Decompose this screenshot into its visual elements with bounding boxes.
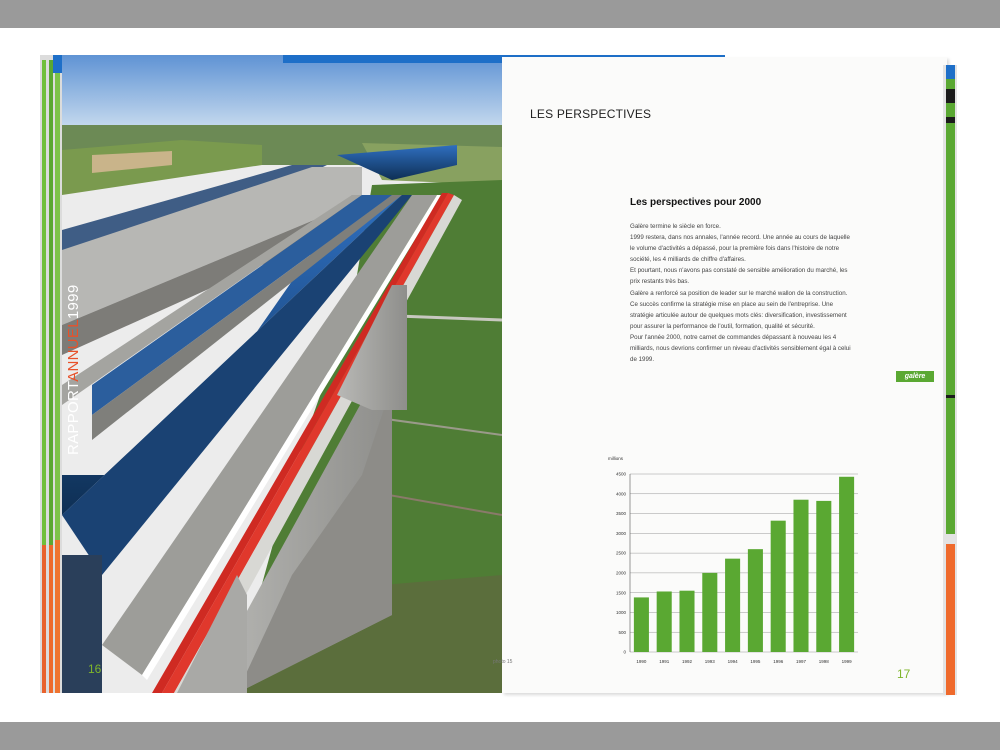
- page-number-right: 17: [897, 667, 911, 681]
- left-page-edge-stripes: [40, 55, 62, 693]
- chart-bar: [702, 573, 717, 652]
- left-page: [40, 55, 502, 693]
- chart-bar: [679, 591, 694, 652]
- article-paragraph: Pour l'année 2000, notre carnet de commandes dépassant à nouveau les 4 milliards, nous devrions confirmer un niveau d'activités sensiblement égal à celui de 1999.: [630, 333, 851, 364]
- y-tick-label: 500: [618, 629, 626, 635]
- revenue-chart-svg: [600, 450, 870, 675]
- photo-caption: photo 15: [493, 659, 513, 665]
- x-tick-label: 1990: [636, 659, 647, 664]
- y-tick-label: 4000: [615, 491, 626, 497]
- article-paragraph: Et pourtant, nous n'avons pas constaté de sensible amélioration du marché, les prix restants très bas.: [630, 267, 848, 286]
- y-axis-label: millions: [608, 456, 624, 461]
- article-paragraph: 1999 restera, dans nos annales, l'année record. Une année au cours de laquelle le volume d'activités a dépassé, pour la première fois dans l'histoire de notre société, les 4 milliards de chiffre d'affaires.: [630, 234, 850, 264]
- x-tick-label: 1997: [795, 659, 807, 664]
- x-tick-label: 1991: [659, 659, 670, 664]
- canal-aqueduct-photo: [62, 55, 502, 693]
- chart-bar: [839, 477, 854, 652]
- chart-bar: [634, 597, 649, 652]
- y-tick-label: 0: [623, 649, 626, 655]
- x-tick-label: 1995: [750, 659, 761, 664]
- y-tick-label: 2000: [615, 570, 626, 576]
- revenue-chart: [600, 450, 870, 675]
- chart-bar: [725, 559, 740, 652]
- y-tick-label: 3000: [615, 530, 626, 536]
- chart-bar: [748, 549, 763, 652]
- x-tick-label: 1994: [727, 659, 738, 664]
- vertical-report-title: RAPPORTANNUEL1999: [65, 284, 82, 455]
- y-tick-label: 1000: [615, 610, 626, 616]
- page-number-left: 16: [88, 662, 102, 676]
- chart-bar: [793, 500, 808, 652]
- y-tick-label: 1500: [615, 590, 626, 596]
- bottom-backdrop-band: [0, 722, 1000, 750]
- chart-bar: [657, 591, 672, 652]
- article-body: [630, 221, 852, 365]
- article-paragraph: Galère a renforcé sa position de leader sur le marché wallon de la construction. Ce succès confirme la stratégie mise en place au sein de l'entreprise. Une stratégie articulée autour de quelques mots clés: diversification, investissement pour assurer la performance de l'outil, formation, qualité et sécurité.: [630, 289, 848, 330]
- brochure-spread: [40, 55, 958, 695]
- chart-bar: [771, 521, 786, 652]
- right-page-edge-stripes: [943, 65, 957, 695]
- x-tick-label: 1999: [841, 659, 852, 664]
- x-tick-label: 1996: [773, 659, 784, 664]
- article-paragraph: Galère termine le siècle en force.: [630, 223, 721, 230]
- x-tick-label: 1992: [681, 659, 693, 664]
- galere-logo: galère: [896, 371, 934, 382]
- y-tick-label: 3500: [615, 511, 626, 517]
- chart-bar: [816, 501, 831, 652]
- top-backdrop-band: [0, 0, 1000, 28]
- y-tick-label: 2500: [615, 550, 626, 556]
- section-title: LES PERSPECTIVES: [530, 107, 652, 121]
- article-title: Les perspectives pour 2000: [630, 197, 762, 208]
- x-tick-label: 1993: [704, 659, 715, 664]
- y-tick-label: 4500: [615, 471, 626, 477]
- x-tick-label: 1998: [818, 659, 829, 664]
